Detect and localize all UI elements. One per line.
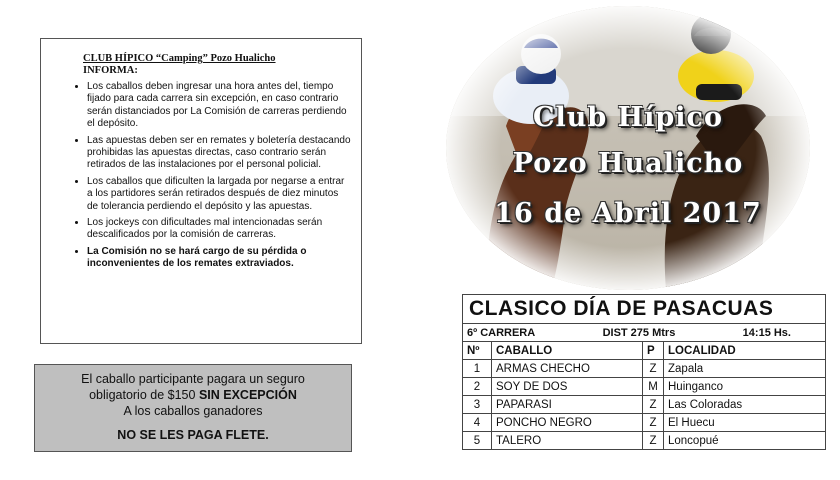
entry-horse: ARMAS CHECHO xyxy=(492,360,643,378)
hero-title-date: 16 de Abril 2017 xyxy=(494,198,762,229)
insurance-line-3: A los caballos ganadores xyxy=(123,404,263,418)
race-number: 6º CARRERA xyxy=(467,326,536,339)
entry-number: 1 xyxy=(463,360,492,378)
header-horse: CABALLO xyxy=(492,342,643,360)
rule-item: • Los caballos que dificulten la largada por negarse a entrar a los partidores serán retirados después de diez minutos de tolerancia perdiendo el depósito y las apuestas. xyxy=(87,176,351,213)
entry-locality: Las Coloradas xyxy=(664,396,826,414)
entry-locality: Huinganco xyxy=(664,378,826,396)
rules-list xyxy=(55,81,351,271)
entry-p: M xyxy=(643,378,664,396)
rule-item: • Los jockeys con dificultades mal intencionadas serán descalificados por la comisión de carreras. xyxy=(87,217,351,242)
entry-locality: Zapala xyxy=(664,360,826,378)
race-meta xyxy=(463,324,826,342)
entry-number: 3 xyxy=(463,396,492,414)
entry-horse: TALERO xyxy=(492,432,643,450)
entry-p: Z xyxy=(643,414,664,432)
hero-title-location: Pozo Hualicho xyxy=(512,148,744,179)
table-header-row xyxy=(463,342,826,360)
hero-title-club: Club Hípico xyxy=(532,102,723,133)
table-row xyxy=(463,360,826,378)
entry-locality: El Huecu xyxy=(664,414,826,432)
table-row xyxy=(463,378,826,396)
race-time: 14:15 Hs. xyxy=(742,326,791,339)
horse-race-photo xyxy=(446,6,810,290)
entry-p: Z xyxy=(643,432,664,450)
informs-label: INFORMA: xyxy=(83,65,138,76)
rule-item: • Las apuestas deben ser en remates y boletería destacando prohibidas las apuestas directas, caso contrario serán retirados de las instalaciones por el personal policial. xyxy=(87,135,351,172)
insurance-line-1: El caballo participante pagara un seguro xyxy=(81,372,305,386)
race-entries-table xyxy=(462,294,826,450)
race-distance: DIST 275 Mtrs xyxy=(602,326,676,339)
entry-number: 4 xyxy=(463,414,492,432)
insurance-notice xyxy=(34,364,352,452)
entry-locality: Loncopué xyxy=(664,432,826,450)
entry-p: Z xyxy=(643,396,664,414)
entry-horse: PAPARASI xyxy=(492,396,643,414)
no-freight-notice: NO SE LES PAGA FLETE. xyxy=(117,428,269,442)
header-locality: LOCALIDAD xyxy=(664,342,826,360)
entry-horse: SOY DE DOS xyxy=(492,378,643,396)
insurance-line-2 xyxy=(35,387,351,403)
club-heading: CLUB HÍPICO “Camping” Pozo Hualicho xyxy=(83,53,276,64)
rule-item: • Los caballos deben ingresar una hora antes del, tiempo fijado para cada carrera sin excepción, en caso contrario serán distanciados por La Comisión de carreras perdiendo el depósito. xyxy=(87,81,351,131)
table-row xyxy=(463,414,826,432)
entry-p: Z xyxy=(643,360,664,378)
entry-number: 5 xyxy=(463,432,492,450)
rule-item: • La Comisión no se hará cargo de su pérdida o inconvenientes de los remates extraviados. xyxy=(87,246,351,271)
header-p: P xyxy=(643,342,664,360)
header-number: Nº xyxy=(463,342,492,360)
insurance-emphasis: SIN EXCEPCIÓN xyxy=(198,388,297,402)
rules-box xyxy=(40,38,362,344)
entry-horse: PONCHO NEGRO xyxy=(492,414,643,432)
insurance-amount: obligatorio de $150 xyxy=(89,388,196,402)
race-title: CLASICO DÍA DE PASACUAS xyxy=(463,295,826,324)
entry-number: 2 xyxy=(463,378,492,396)
table-row xyxy=(463,432,826,450)
table-row xyxy=(463,396,826,414)
